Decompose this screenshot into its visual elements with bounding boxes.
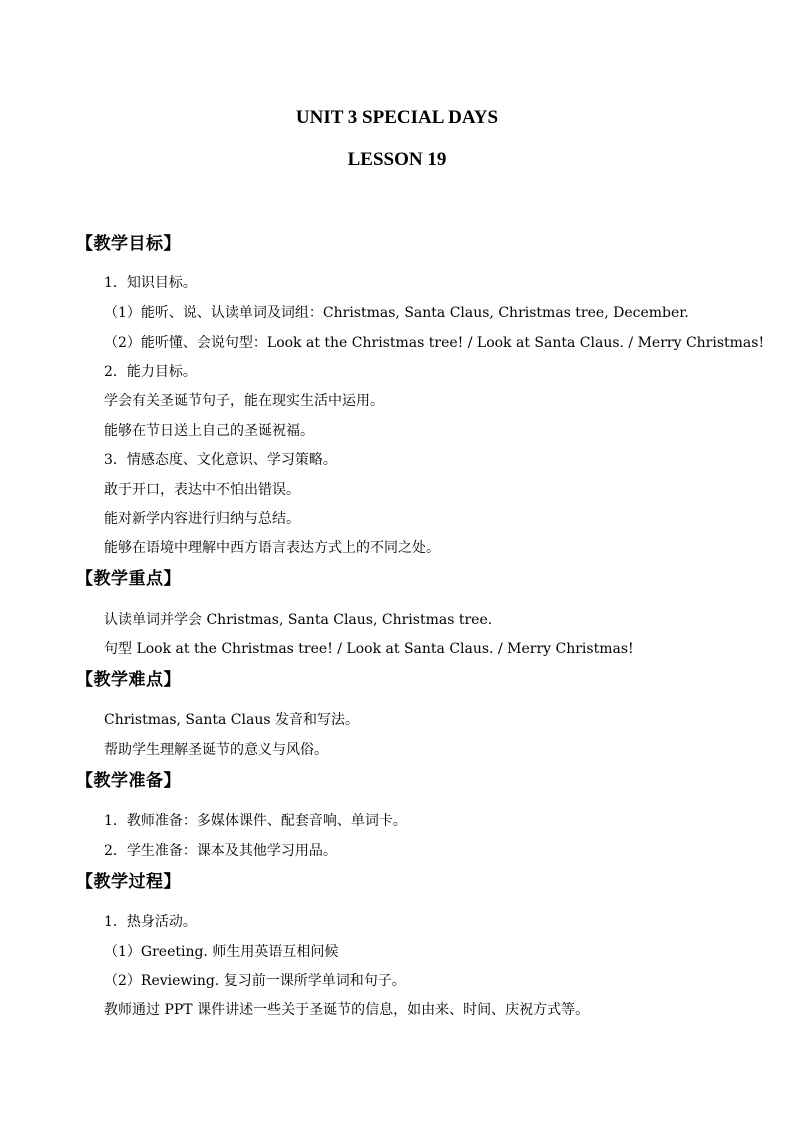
preparation-line: 2．学生准备：课本及其他学习用品。: [104, 843, 337, 859]
difficulties-line: 帮助学生理解圣诞节的意义与风俗。: [104, 742, 328, 758]
objectives-line: 1．知识目标。: [104, 275, 197, 291]
objectives-line: （1）能听、说、认读单词及词组：Christmas, Santa Claus, Christmas tree, December.: [104, 305, 689, 321]
process-line: 教师通过 PPT 课件讲述一些关于圣诞节的信息，如由来、时间、庆祝方式等。: [104, 1002, 590, 1018]
objectives-line: 能对新学内容进行归纳与总结。: [104, 511, 300, 527]
key-points-line: 认读单词并学会 Christmas, Santa Claus, Christmas tree.: [104, 612, 493, 628]
process-line: （2）Reviewing. 复习前一课所学单词和句子。: [104, 973, 406, 989]
objectives-line: 2．能力目标。: [104, 364, 197, 380]
preparation-heading: 【教学准备】: [76, 771, 181, 791]
key-points-heading: 【教学重点】: [76, 569, 181, 589]
objectives-line: 敢于开口，表达中不怕出错误。: [104, 482, 300, 498]
objectives-line: 能够在语境中理解中西方语言表达方式上的不同之处。: [104, 540, 440, 556]
difficulties-line: Christmas, Santa Claus 发音和写法。: [104, 712, 359, 728]
objectives-line: （2）能听懂、会说句型：Look at the Christmas tree! / Look at Santa Claus. / Merry Christmas!: [104, 335, 765, 351]
objectives-line: 能够在节日送上自己的圣诞祝福。: [104, 423, 314, 439]
lesson-title: LESSON 19: [347, 149, 447, 170]
difficulties-heading: 【教学难点】: [76, 670, 181, 690]
process-line: （1）Greeting. 师生用英语互相问候: [104, 944, 339, 960]
preparation-line: 1．教师准备：多媒体课件、配套音响、单词卡。: [104, 813, 407, 829]
process-line: 1．热身活动。: [104, 914, 197, 930]
objectives-heading: 【教学目标】: [76, 234, 181, 254]
key-points-line: 句型 Look at the Christmas tree! / Look at Santa Claus. / Merry Christmas!: [104, 641, 634, 657]
objectives-line: 3．情感态度、文化意识、学习策略。: [104, 452, 337, 468]
process-heading: 【教学过程】: [76, 872, 181, 892]
unit-title: UNIT 3 SPECIAL DAYS: [295, 107, 499, 128]
objectives-line: 学会有关圣诞节句子，能在现实生活中运用。: [104, 393, 384, 409]
